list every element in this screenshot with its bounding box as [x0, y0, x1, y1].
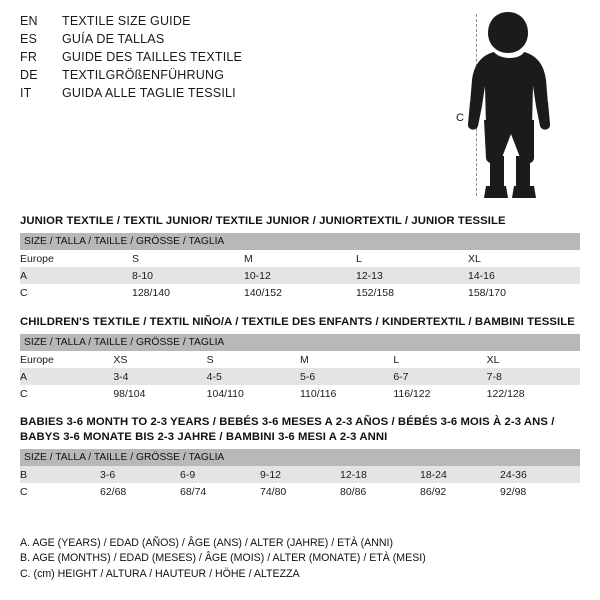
cell: 4-5	[207, 368, 300, 385]
toddler-silhouette-icon	[464, 8, 574, 203]
cell: 104/110	[207, 385, 300, 402]
section-junior	[20, 214, 580, 301]
cell: 68/74	[180, 483, 260, 500]
language-code: EN	[20, 14, 38, 28]
cell: 6-7	[393, 368, 486, 385]
cell: XL	[468, 250, 580, 267]
section-children	[20, 315, 580, 402]
section-title: JUNIOR TEXTILE / TEXTIL JUNIOR/ TEXTILE JUNIOR / JUNIORTEXTIL / JUNIOR TESSILE	[20, 215, 506, 227]
cell: 14-16	[468, 267, 580, 284]
table-head-row	[20, 233, 580, 250]
cell: 80/86	[340, 483, 420, 500]
cell: L	[393, 351, 486, 368]
cell: 7-8	[487, 368, 580, 385]
cell: 152/158	[356, 284, 468, 301]
cell: 110/116	[300, 385, 393, 402]
junior-size-table	[20, 233, 580, 301]
section-title: BABIES 3-6 MONTH TO 2-3 YEARS / BEBÉS 3-6 MESES A 2-3 AÑOS / BÉBÉS 3-6 MOIS À 2-3 ANS / BABYS 3-6 MONATE BIS 2-3 JAHRE / BAMBINI 3-6 MESI A 2-3 ANNI	[20, 416, 555, 443]
section-title: CHILDREN'S TEXTILE / TEXTIL NIÑO/A / TEXTILE DES ENFANTS / KINDERTEXTIL / BAMBINI TESSILE	[20, 316, 575, 328]
legend-block	[20, 536, 580, 583]
row-label: B	[20, 466, 100, 483]
cell: XS	[113, 351, 206, 368]
table-row	[20, 351, 580, 368]
cell: 86/92	[420, 483, 500, 500]
language-row	[20, 50, 350, 68]
cell: 3-6	[100, 466, 180, 483]
children-size-table	[20, 334, 580, 402]
table-row	[20, 466, 580, 483]
table-head-label: SIZE / TALLA / TAILLE / GRÖSSE / TAGLIA	[20, 449, 580, 466]
language-title: GUIDE DES TAILLES TEXTILE	[62, 50, 243, 64]
table-head-row	[20, 334, 580, 351]
legend-line: A. AGE (YEARS) / EDAD (AÑOS) / ÂGE (ANS) / ALTER (JAHRE) / ETÀ (ANNI)	[20, 536, 393, 549]
cell: S	[207, 351, 300, 368]
cell: M	[244, 250, 356, 267]
cell: 8-10	[132, 267, 244, 284]
cell: 18-24	[420, 466, 500, 483]
cell: 140/152	[244, 284, 356, 301]
language-code: IT	[20, 86, 32, 100]
language-title: TEXTILE SIZE GUIDE	[62, 14, 191, 28]
table-head-label: SIZE / TALLA / TAILLE / GRÖSSE / TAGLIA	[20, 233, 580, 250]
table-row	[20, 483, 580, 500]
cell: 12-13	[356, 267, 468, 284]
cell: S	[132, 250, 244, 267]
cell: 3-4	[113, 368, 206, 385]
cell: 24-36	[500, 466, 580, 483]
row-label: Europe	[20, 351, 113, 368]
section-babies	[20, 415, 580, 500]
cell: L	[356, 250, 468, 267]
row-label: C	[20, 483, 100, 500]
language-row	[20, 32, 350, 50]
legend-line: B. AGE (MONTHS) / EDAD (MESES) / ÂGE (MOIS) / ALTER (MONATE) / ETÀ (MESI)	[20, 552, 426, 564]
measurement-figure	[440, 8, 590, 203]
cell: XL	[487, 351, 580, 368]
cell: 122/128	[487, 385, 580, 402]
table-row	[20, 284, 580, 301]
language-title: GUIDA ALLE TAGLIE TESSILI	[62, 86, 236, 100]
language-code: DE	[20, 68, 38, 82]
row-label: A	[20, 368, 113, 385]
table-row	[20, 368, 580, 385]
language-title: GUÍA DE TALLAS	[62, 32, 165, 46]
cell: 5-6	[300, 368, 393, 385]
height-measure-label: C	[456, 112, 464, 124]
row-label: C	[20, 284, 132, 301]
cell: 6-9	[180, 466, 260, 483]
table-row	[20, 267, 580, 284]
cell: 116/122	[393, 385, 486, 402]
cell: 98/104	[113, 385, 206, 402]
cell: 12-18	[340, 466, 420, 483]
language-title: TEXTILGRÖßENFÜHRUNG	[62, 68, 225, 82]
language-code: FR	[20, 50, 38, 64]
legend-line: C. (cm) HEIGHT / ALTURA / HAUTEUR / HÖHE / ALTEZZA	[20, 567, 300, 580]
language-row	[20, 68, 350, 86]
cell: 62/68	[100, 483, 180, 500]
table-head-row	[20, 449, 580, 466]
cell: 158/170	[468, 284, 580, 301]
table-row	[20, 385, 580, 402]
language-row	[20, 14, 350, 32]
language-code: ES	[20, 32, 38, 46]
cell: 10-12	[244, 267, 356, 284]
cell: 74/80	[260, 483, 340, 500]
row-label: C	[20, 385, 113, 402]
cell: M	[300, 351, 393, 368]
cell: 128/140	[132, 284, 244, 301]
language-title-list	[20, 14, 350, 104]
table-head-label: SIZE / TALLA / TAILLE / GRÖSSE / TAGLIA	[20, 334, 580, 351]
cell: 9-12	[260, 466, 340, 483]
cell: 92/98	[500, 483, 580, 500]
row-label: Europe	[20, 250, 132, 267]
table-row	[20, 250, 580, 267]
babies-size-table	[20, 449, 580, 500]
language-row	[20, 86, 350, 104]
row-label: A	[20, 267, 132, 284]
